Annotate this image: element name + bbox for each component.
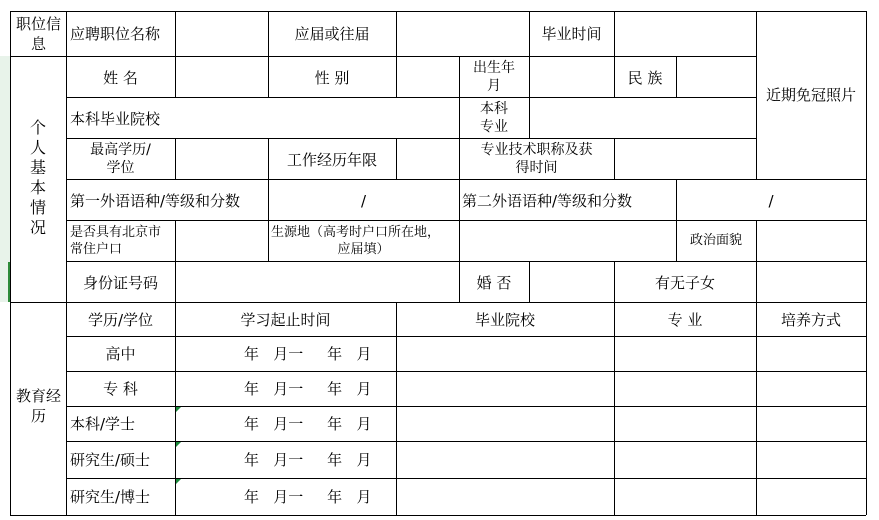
edu-row-level: 研究生/硕士	[70, 451, 151, 469]
degree-label-line2: 学位	[106, 160, 135, 176]
major-label-line1: 本科	[480, 101, 508, 117]
applied-position-label: 应聘职位名称	[70, 25, 161, 43]
edu-row-level: 高中	[105, 345, 136, 363]
title-label-line1: 专业技术职称及获	[480, 142, 593, 158]
graduation-time-label: 毕业时间	[541, 25, 602, 43]
fresh-or-past-label: 应届或往届	[294, 25, 370, 43]
children-label: 有无子女	[654, 274, 715, 292]
grid-line	[10, 302, 866, 303]
comment-marker	[176, 479, 181, 484]
grid-line	[396, 138, 397, 179]
edu-header-mode: 培养方式	[780, 311, 841, 329]
ethnicity-label: 民 族	[627, 69, 663, 87]
edu-row-period: 年 月一 年 月	[244, 415, 372, 433]
lang2-value[interactable]: /	[768, 192, 774, 210]
hukou-label-line2: 常住户口	[70, 242, 123, 257]
id-number-label: 身份证号码	[82, 274, 158, 292]
grid-line	[175, 220, 176, 302]
edu-row-period: 年 月一 年 月	[244, 345, 372, 363]
grid-line	[66, 261, 866, 262]
grid-line	[756, 302, 757, 515]
edu-header-major: 专 业	[667, 311, 703, 329]
title-label-line2: 得时间	[515, 160, 558, 176]
grid-line	[66, 336, 866, 337]
origin-label-line2: 应届填）	[337, 242, 390, 257]
grid-line	[66, 220, 866, 221]
grid-line	[66, 179, 866, 180]
grid-line	[66, 138, 756, 139]
origin-label-line1: 生源地（高考时户口所在地，	[271, 225, 441, 240]
hukou-label-line1: 是否具有北京市	[70, 225, 162, 240]
edu-header-school: 毕业院校	[474, 311, 535, 329]
work-years-label: 工作经历年限	[286, 151, 377, 169]
edu-row-period: 年 月一 年 月	[244, 488, 372, 506]
edu-row-level: 专 科	[103, 380, 138, 398]
edu-header-period: 学习起止时间	[240, 311, 331, 329]
edu-header-degree: 学历/学位	[87, 311, 154, 329]
grid-line	[66, 97, 756, 98]
photo-label: 近期免冠照片	[765, 86, 856, 104]
major-label-line2: 专业	[480, 119, 508, 135]
grid-line	[175, 138, 176, 179]
lang1-label: 第一外语语种/等级和分数	[70, 192, 241, 210]
edu-row-level: 本科/学士	[70, 415, 136, 433]
grid-line	[756, 220, 757, 302]
section-label-position: 职位信息	[15, 15, 61, 53]
lang1-value[interactable]: /	[360, 192, 367, 210]
grid-line	[614, 11, 615, 56]
grid-line	[66, 371, 866, 372]
section-label-education: 教育经历	[15, 387, 61, 425]
birth-label-line1: 出生年	[473, 60, 515, 76]
grid-line	[175, 11, 176, 98]
marital-label: 婚 否	[476, 274, 512, 292]
grid-line	[66, 478, 866, 479]
comment-marker	[176, 442, 181, 447]
grid-line	[10, 56, 756, 57]
edu-row-period: 年 月一 年 月	[244, 380, 372, 398]
edu-row-period: 年 月一 年 月	[244, 451, 372, 469]
grid-line	[614, 138, 615, 179]
edu-row-level: 研究生/博士	[70, 488, 151, 506]
undergrad-school-label: 本科毕业院校	[70, 110, 161, 128]
grid-line	[676, 56, 677, 97]
lang2-label: 第二外语语种/等级和分数	[462, 192, 633, 210]
birth-label-line2: 月	[487, 78, 501, 94]
grid-line	[614, 302, 615, 515]
gender-label: 性 别	[314, 69, 350, 87]
grid-line	[66, 406, 866, 407]
degree-label-line1: 最高学历/	[90, 142, 151, 158]
grid-line	[10, 11, 866, 12]
grid-line	[866, 11, 867, 515]
grid-line	[66, 441, 866, 442]
grid-line	[396, 11, 397, 98]
political-label: 政治面貌	[689, 233, 742, 248]
grid-line	[396, 302, 397, 515]
grid-line	[10, 11, 11, 515]
grid-line	[10, 515, 866, 516]
section-label-personal: 个人基本情况	[29, 118, 46, 237]
grid-line	[529, 56, 530, 138]
comment-marker	[176, 407, 181, 412]
grid-line	[529, 261, 530, 302]
name-label: 姓 名	[103, 69, 138, 87]
